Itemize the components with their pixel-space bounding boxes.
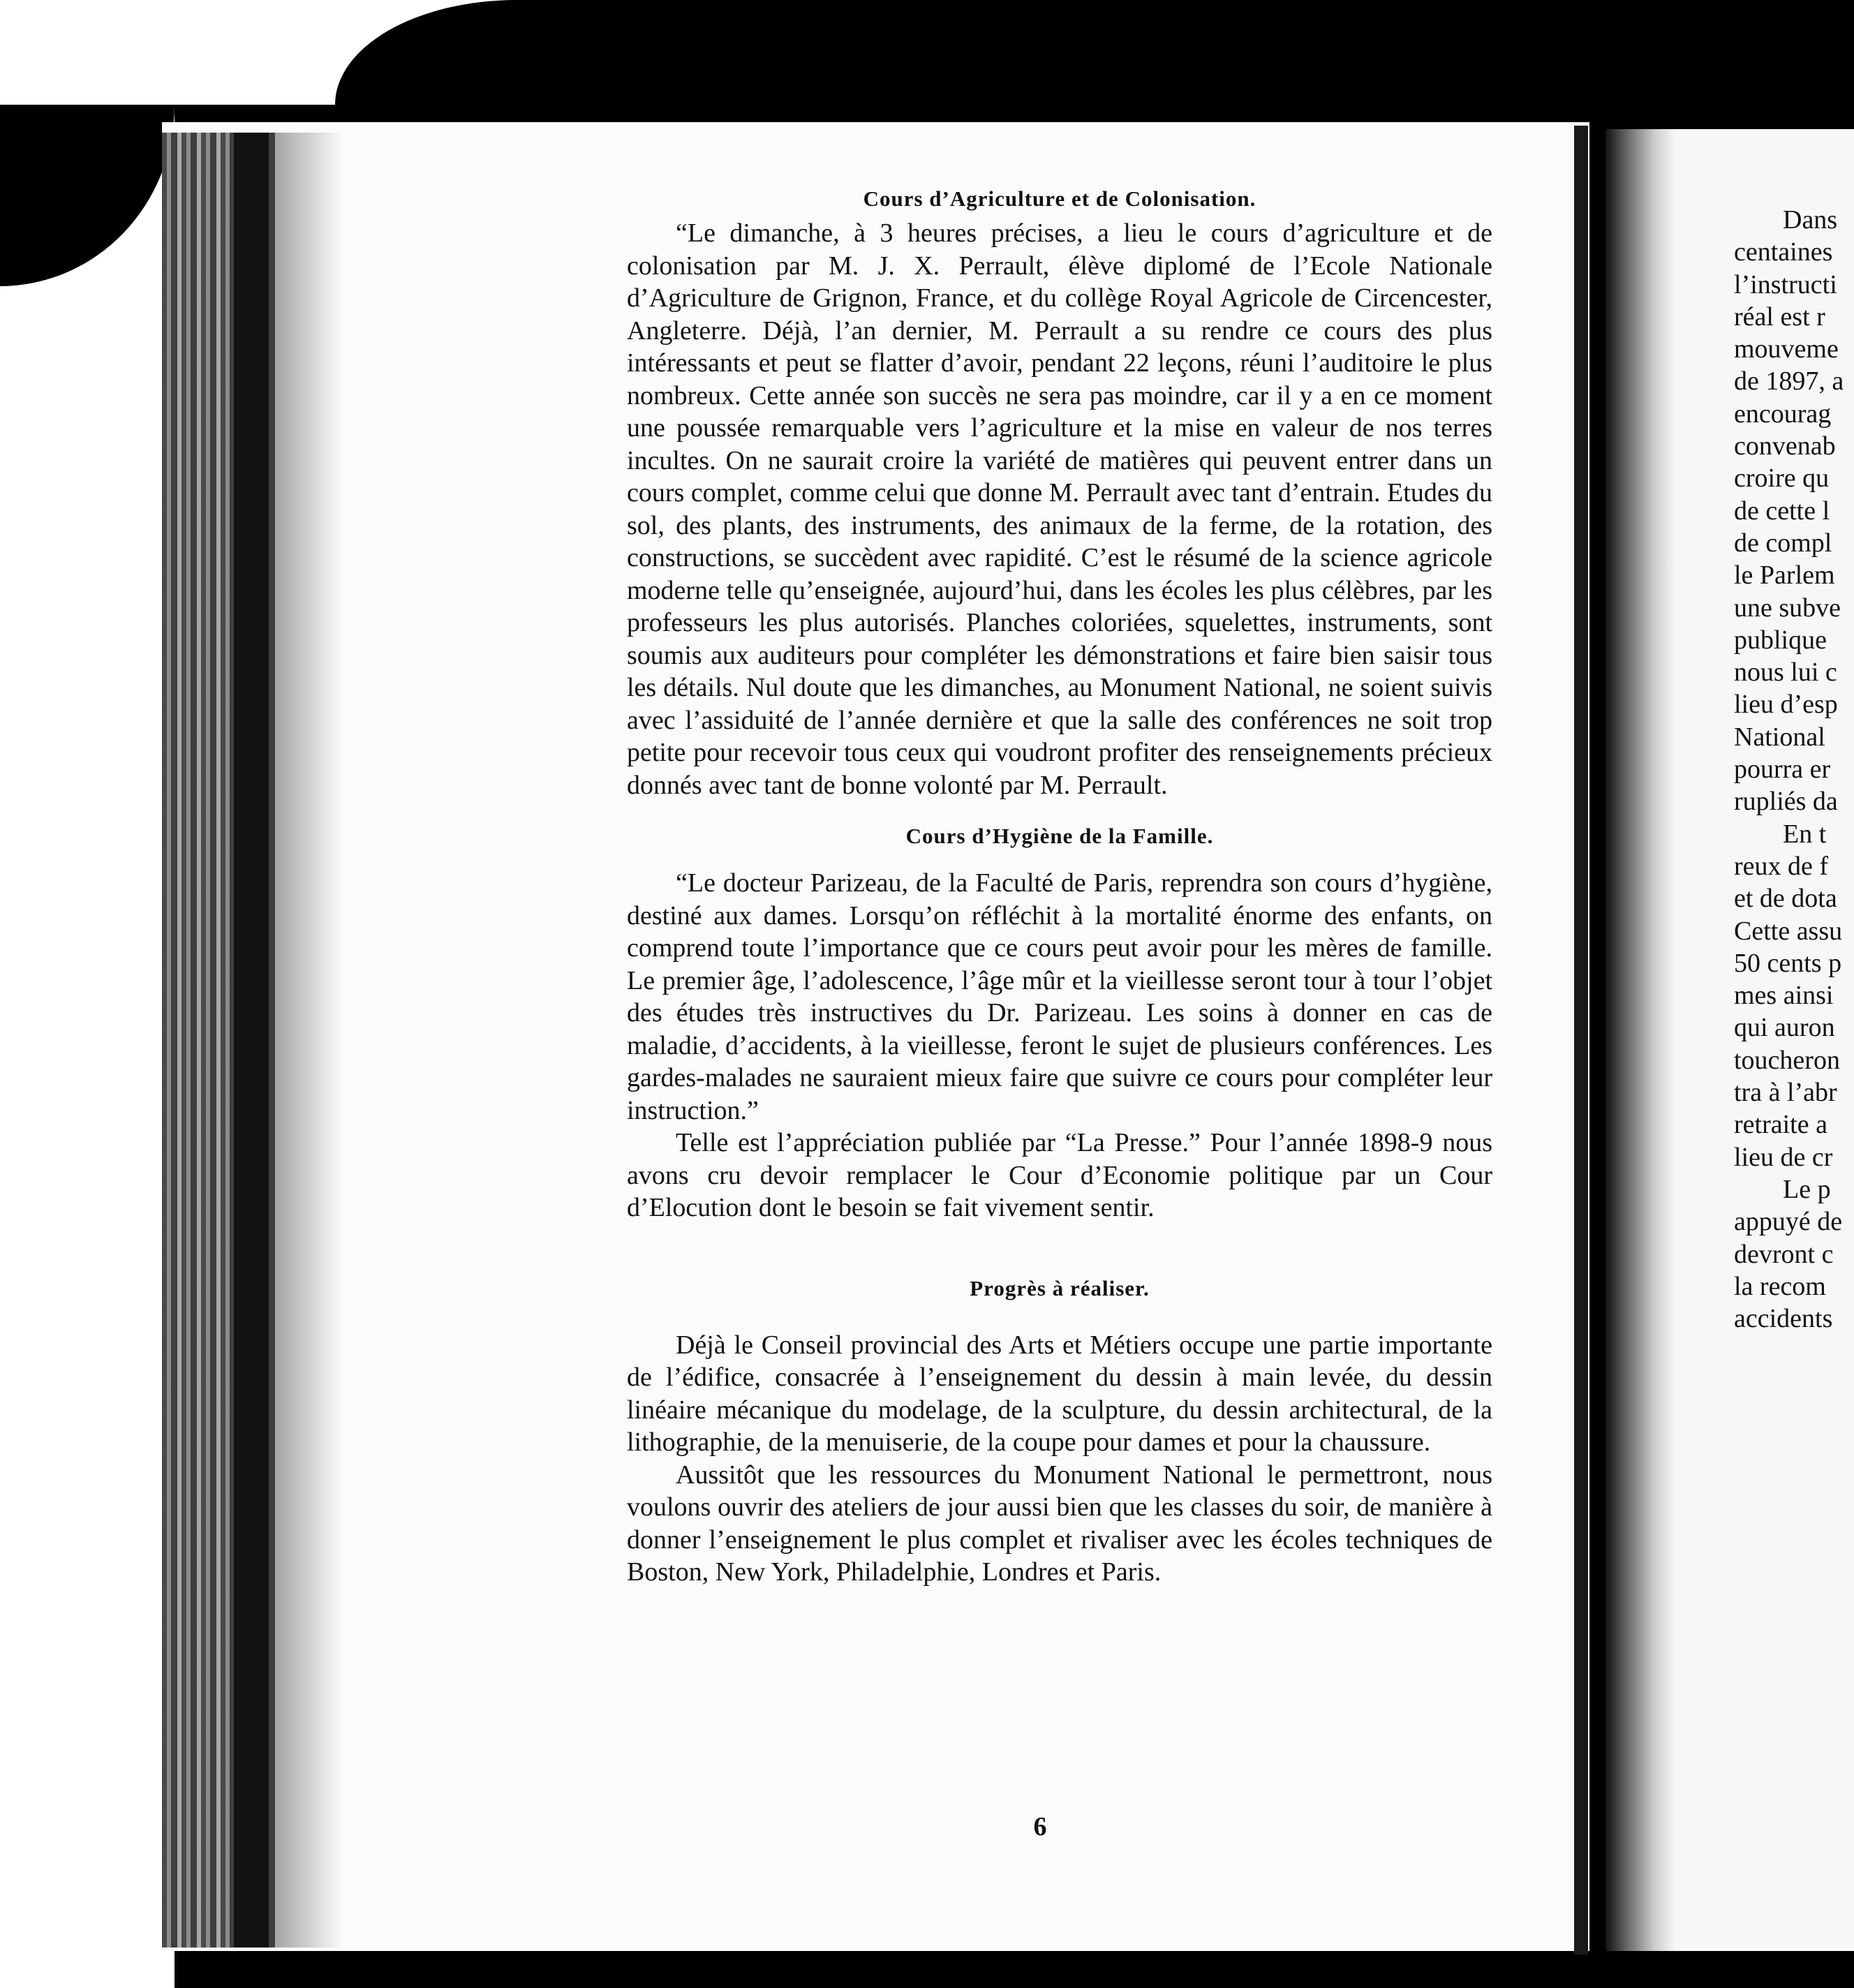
right-line: tra à l’abr <box>1734 1078 1837 1108</box>
right-line: National <box>1734 722 1825 752</box>
section-heading-progres: Progrès à réaliser. <box>970 1275 1150 1300</box>
right-line: nous lui c <box>1734 658 1837 688</box>
right-line: pourra er <box>1734 755 1831 785</box>
paragraph-progres-2: Aussitôt que les ressources du Monument National le permettront, nous voulons ouvrir des ateliers de jour aussi bien que les classes du soir, de manière à donner l’enseignement le plus complet et rivaliser avec les écoles techniques de Boston, New York, Philadelphie, Londres et Paris. <box>627 1460 1492 1587</box>
right-line: et de dota <box>1734 884 1837 914</box>
right-line: toucheron <box>1734 1045 1840 1075</box>
page-gutter-dark <box>234 133 269 1948</box>
paragraph-hygiene-2: Telle est l’appréciation publiée par “La Presse.” Pour l’année 1898-9 nous avons cru devoir remplacer le Cour d’Economie politique par un Cour d’Elocution dont le besoin se fait vivement sentir. <box>627 1128 1492 1222</box>
right-line: de 1897, a <box>1734 366 1844 396</box>
right-line: En t <box>1783 819 1827 849</box>
right-line: reux de f <box>1734 851 1829 881</box>
right-line: de cette l <box>1734 496 1830 526</box>
right-line: mes ainsi <box>1734 981 1834 1011</box>
right-line: croire qu <box>1734 463 1830 494</box>
right-page-text <box>1734 204 1854 1335</box>
scan-background-top <box>0 0 1854 105</box>
right-line: 50 cents p <box>1734 948 1842 978</box>
right-line: mouveme <box>1734 334 1839 364</box>
right-line: publique <box>1734 625 1827 655</box>
right-line: le Parlem <box>1734 561 1835 591</box>
right-line: appuyé de <box>1734 1207 1843 1237</box>
section-heading-hygiene: Cours d’Hygiène de la Famille. <box>905 824 1214 848</box>
paragraph-agriculture: “Le dimanche, à 3 heures précises, a lieu le cours d’agriculture et de colonisation par M. J. X. Perrault, élève diplomé de l’Ecole Nationale d’Agriculture de Grignon, France, et du collège Royal Agricole de Circencester, Angleterre. Déjà, l’an dernier, M. Perrault a su rendre ce cours des plus intéressants et peut se flatter d’avoir, pendant 22 leçons, réuni l’auditoire le plus nombreux. Cette année son succès ne sera pas moindre, car il y a en ce moment une poussée remarquable vers l’agriculture et la mise en valeur de nos terres incultes. On ne saurait croire la variété de matières qui peuvent entrer dans un cours complet, comme celui que donne M. Perrault avec tant d’entrain. Etudes du sol, des plants, des instruments, des animaux de la ferme, de la rotation, des constructions, se succèdent avec rapidité. C’est le résumé de la science agricole moderne telle qu’enseignée, aujourd’hui, dans les écoles les plus célèbres, par les professeurs les plus autorisés. Planches coloriées, squelettes, instruments, sont soumis aux auditeurs pour compléter les démonstrations et faire bien saisir tous les détails. Nul doute que les dimanches, au Monument National, ne soient suivis avec l’assiduité de l’année dernière et que la salle des conférences ne soit trop petite pour recevoir tous ceux qui voudront profiter des renseignements précieux donnés avec tant de bonne volonté par M. Perrault. <box>627 218 1492 800</box>
page-gutter-fade <box>279 133 342 1948</box>
paragraph-hygiene-1: “Le docteur Parizeau, de la Faculté de Paris, reprendra son cours d’hygiène, destiné aux dames. Lorsqu’on réfléchit à la mortalité énorme des enfants, on comprend toute l’importance que ce cours peut avoir pour les mères de famille. Le premier âge, l’adolescence, l’âge mûr et la vieillesse seront tour à tour l’objet des études très instructives du Dr. Parizeau. Les soins à donner en cas de maladie, d’accidents, à la vieillesse, feront le sujet de plusieurs conférences. Les gardes-malades ne sauraient mieux faire que suivre ce cours pour compléter leur instruction.” <box>627 868 1492 1125</box>
page-edge <box>1574 126 1588 1954</box>
scan-background-left <box>0 105 175 1988</box>
right-line: de compl <box>1734 528 1832 558</box>
right-line: Cette assu <box>1734 916 1843 946</box>
right-line: lieu de cr <box>1734 1142 1833 1172</box>
right-line: lieu d’esp <box>1734 690 1838 720</box>
right-line: qui auron <box>1734 1013 1835 1043</box>
right-line: Dans <box>1783 205 1838 235</box>
text-column <box>627 185 1492 1589</box>
right-line: retraite a <box>1734 1110 1827 1140</box>
right-page-gutter <box>1605 129 1675 1951</box>
right-line: encourag <box>1734 399 1832 429</box>
right-line: convenab <box>1734 431 1836 461</box>
right-line: l’instructi <box>1734 269 1837 299</box>
section-heading-agriculture: Cours d’Agriculture et de Colonisation. <box>863 186 1256 211</box>
right-line: devront c <box>1734 1239 1834 1269</box>
right-line: une subve <box>1734 593 1841 623</box>
right-page-text-clip <box>1675 129 1854 1951</box>
paragraph-progres-1: Déjà le Conseil provincial des Arts et Métiers occupe une partie importante de l’édifice, consacrée à l’enseignement du dessin à main levée, du dessin linéaire mécanique du modelage, de la sculpture, du dessin architectural, de la lithographie, de la menuiserie, de la coupe pour dames et pour la chaussure. <box>627 1330 1492 1457</box>
page-number: 6 <box>1033 1812 1047 1841</box>
right-line: Le p <box>1783 1174 1831 1204</box>
right-line: rupliés da <box>1734 787 1838 817</box>
right-line: accidents <box>1734 1304 1833 1334</box>
right-line: réal est r <box>1734 302 1825 332</box>
right-line: la recom <box>1734 1271 1826 1301</box>
right-line: centaines <box>1734 237 1833 267</box>
